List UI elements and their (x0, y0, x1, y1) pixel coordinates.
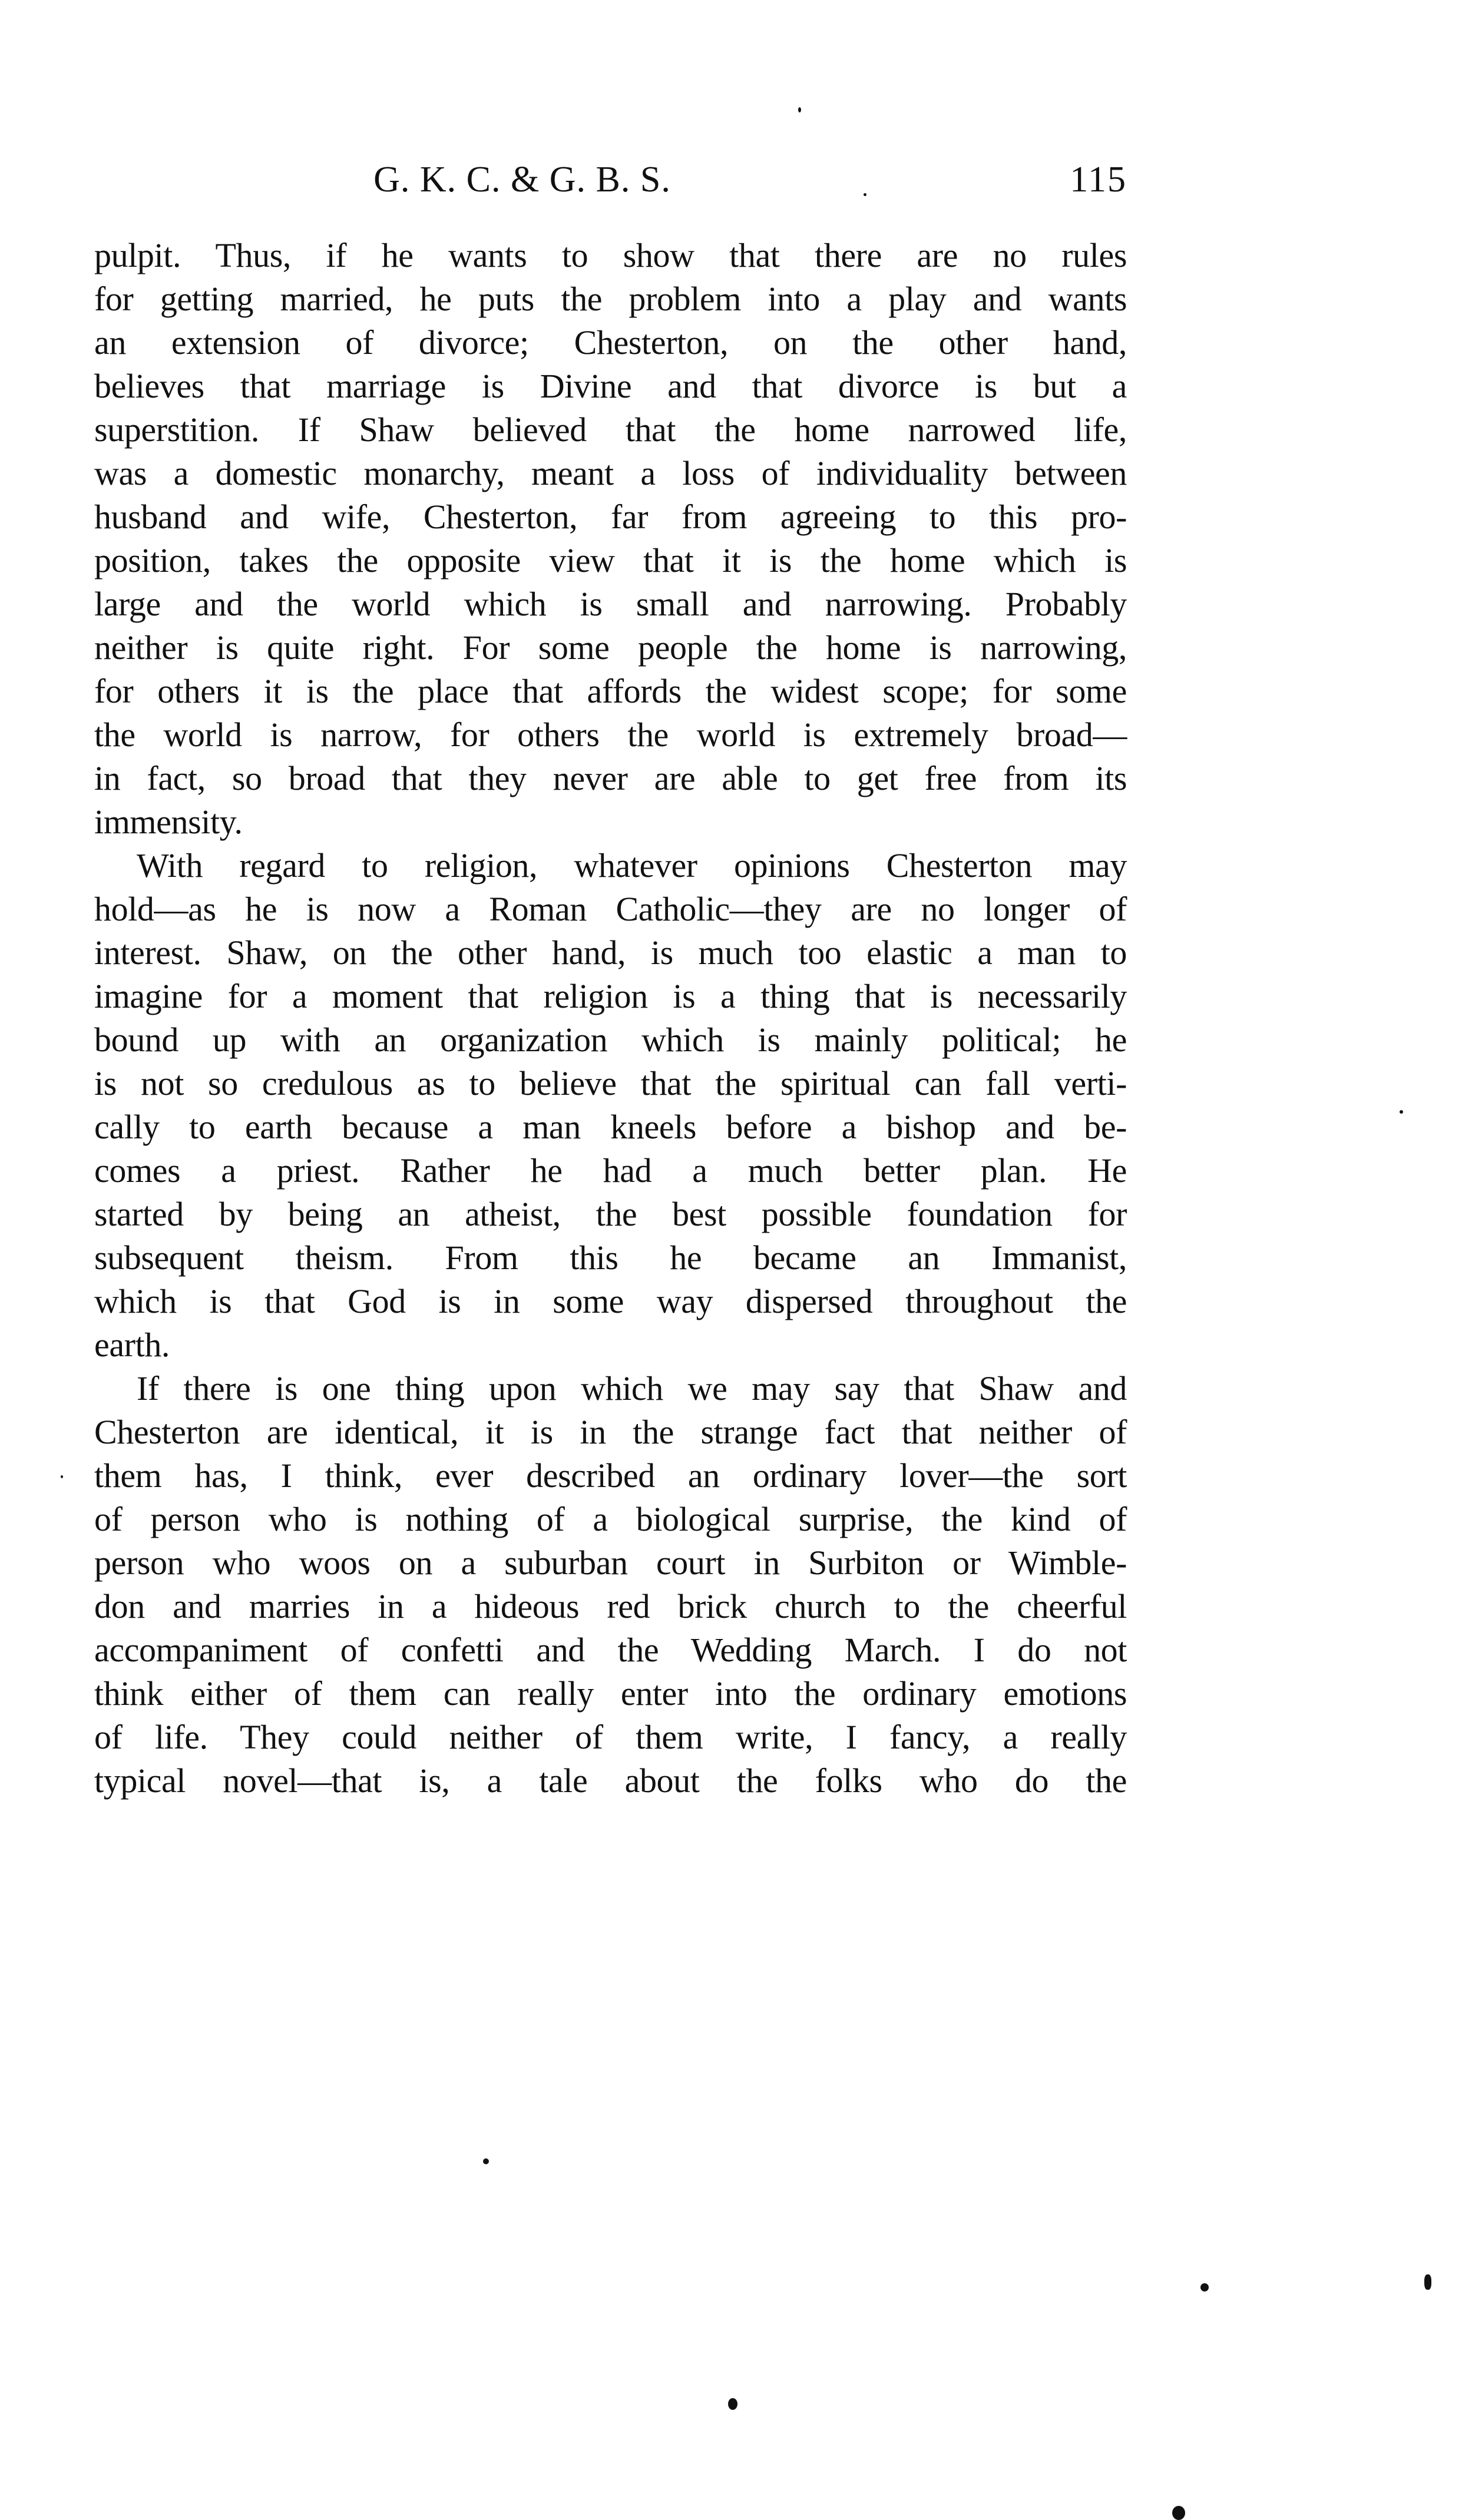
text-line: an extension of divorce; Chesterton, on the other hand, (94, 323, 1127, 362)
text-line: cally to earth because a man kneels before a bishop and be- (94, 1108, 1127, 1146)
body-text (94, 234, 1127, 1803)
running-title: G. K. C. & G. B. S. (373, 160, 671, 200)
running-header (94, 158, 1127, 201)
scan-speck (1400, 1110, 1403, 1114)
scan-speck (483, 2158, 489, 2164)
text-line: pulpit. Thus, if he wants to show that there are no rules (94, 236, 1127, 274)
scan-speck (1200, 2283, 1209, 2291)
text-line: accompaniment of confetti and the Wedding March. I do not (94, 1631, 1127, 1669)
page-number: 115 (1070, 160, 1127, 200)
paragraph (94, 844, 1127, 1367)
scan-speck (1424, 2274, 1431, 2290)
text-line: them has, I think, ever described an ordinary lover—the sort (94, 1456, 1127, 1495)
text-line: comes a priest. Rather he had a much better plan. He (94, 1151, 1127, 1190)
text-line: superstition. If Shaw believed that the home narrowed life, (94, 410, 1127, 449)
text-line: person who woos on a suburban court in Surbiton or Wimble- (94, 1544, 1127, 1582)
text-line: Chesterton are identical, it is in the strange fact that neither of (94, 1413, 1127, 1451)
text-line: hold—as he is now a Roman Catholic—they are no longer of (94, 890, 1127, 928)
scan-speck (864, 193, 866, 196)
text-line: position, takes the opposite view that it is the home which is (94, 541, 1127, 579)
text-line: immensity. (94, 803, 243, 841)
text-line: don and marries in a hideous red brick church to the cheerful (94, 1587, 1127, 1625)
text-line: bound up with an organization which is mainly political; he (94, 1021, 1127, 1059)
paragraph (94, 1367, 1127, 1803)
text-line: was a domestic monarchy, meant a loss of individuality between (94, 454, 1127, 492)
text-line: interest. Shaw, on the other hand, is much too elastic a man to (94, 933, 1127, 972)
text-line: in fact, so broad that they never are able to get free from its (94, 759, 1127, 797)
text-line: subsequent theism. From this he became an Immanist, (94, 1239, 1127, 1277)
text-line: of person who is nothing of a biological surprise, the kind of (94, 1500, 1127, 1538)
text-line: large and the world which is small and narrowing. Probably (94, 585, 1127, 623)
text-line: earth. (94, 1326, 170, 1364)
scan-speck (1172, 2506, 1185, 2520)
text-line: believes that marriage is Divine and that divorce is but a (94, 367, 1127, 405)
text-line: think either of them can really enter into the ordinary emotions (94, 1674, 1127, 1713)
text-line: If there is one thing upon which we may say that Shaw and (137, 1369, 1127, 1408)
scan-speck (728, 2398, 737, 2410)
paragraph (94, 234, 1127, 844)
scan-speck (798, 107, 801, 112)
text-line: With regard to religion, whatever opinions Chesterton may (137, 846, 1127, 885)
text-line: which is that God is in some way dispersed throughout the (94, 1282, 1127, 1320)
text-line: imagine for a moment that religion is a thing that is necessarily (94, 977, 1127, 1015)
text-line: neither is quite right. For some people the home is narrowing, (94, 628, 1127, 667)
text-line: the world is narrow, for others the world is extremely broad— (94, 716, 1127, 754)
text-line: started by being an atheist, the best possible foundation for (94, 1195, 1127, 1233)
text-line: husband and wife, Chesterton, far from agreeing to this pro- (94, 498, 1127, 536)
text-line: for getting married, he puts the problem into a play and wants (94, 280, 1127, 318)
text-line: is not so credulous as to believe that the spiritual can fall verti- (94, 1064, 1127, 1102)
text-line: for others it is the place that affords the widest scope; for some (94, 672, 1127, 710)
text-line: typical novel—that is, a tale about the folks who do the (94, 1761, 1127, 1800)
scan-speck (61, 1475, 63, 1478)
text-line: of life. They could neither of them write, I fancy, a really (94, 1718, 1127, 1756)
